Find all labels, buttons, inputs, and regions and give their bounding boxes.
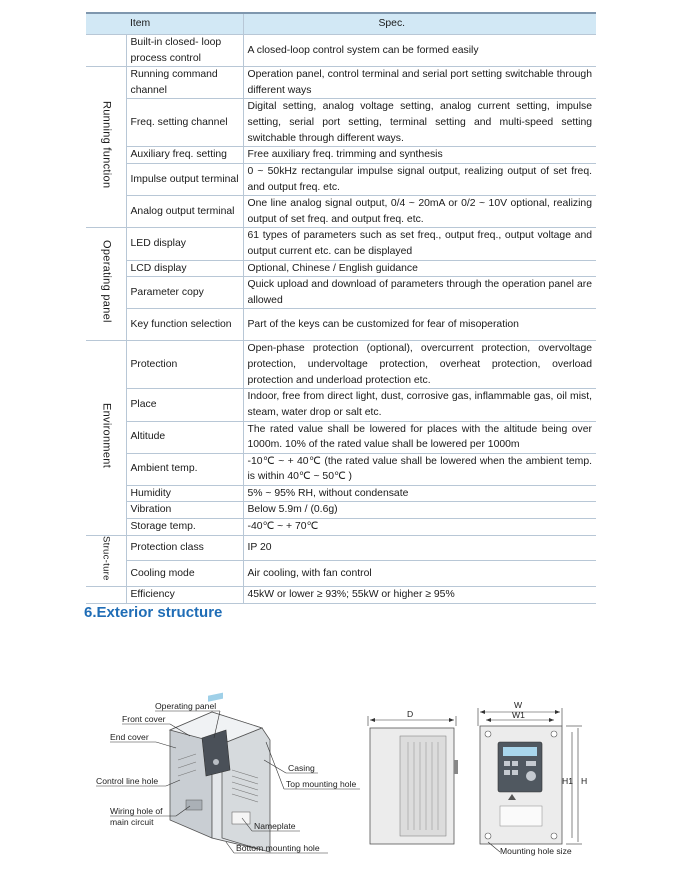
label-casing: Casing	[288, 763, 315, 773]
label-top-mounting-hole: Top mounting hole	[286, 779, 357, 789]
label-front-cover: Front cover	[122, 714, 166, 724]
table-row	[86, 277, 596, 309]
table-row	[86, 228, 596, 260]
row-spec: Part of the keys can be customized for fear of misoperation	[243, 309, 596, 341]
row-item: LCD display	[126, 260, 243, 277]
row-item: Protection class	[126, 535, 243, 561]
row-item: Place	[126, 389, 243, 421]
table-row	[86, 502, 596, 519]
row-item: Ambient temp.	[126, 453, 243, 485]
row-item: Analog output terminal	[126, 196, 243, 228]
table-header-row	[86, 13, 596, 35]
category-label: Running function	[100, 100, 113, 189]
row-item: Efficiency	[126, 586, 243, 603]
label-dim-h: H	[581, 776, 588, 786]
row-spec: Digital setting, analog voltage setting, analog current setting, impulse setting, serial port setting, terminal setting and multi-speed setting switchable through different ways.	[243, 99, 596, 147]
row-spec: -10℃ ~ + 40℃ (the rated value shall be lowered when the ambient temp. is within 40℃ ~ 50℃ )	[243, 453, 596, 485]
table-row	[86, 561, 596, 587]
category-structure	[86, 535, 126, 586]
row-spec: 0 ~ 50kHz rectangular impulse signal output, realizing output of set freq. and output freq. etc.	[243, 163, 596, 195]
row-item: Parameter copy	[126, 277, 243, 309]
category-label: Struc-ture	[100, 535, 112, 581]
row-item: LED display	[126, 228, 243, 260]
row-spec: 5% ~ 95% RH, without condensate	[243, 485, 596, 502]
category-label: Operating panel	[100, 240, 113, 323]
table-row	[86, 485, 596, 502]
row-item: Protection	[126, 341, 243, 389]
label-mounting-hole-size: Mounting hole size	[500, 846, 572, 856]
row-item: Running command channel	[126, 67, 243, 99]
category-environment	[86, 341, 126, 535]
table-row	[86, 453, 596, 485]
label-wiring-hole-line1: Wiring hole of	[110, 806, 163, 816]
table-row	[86, 196, 596, 228]
row-item: Built-in closed- loop process control	[126, 35, 243, 67]
row-item: Freq. setting channel	[126, 99, 243, 147]
label-wiring-hole-line2: main circuit	[110, 817, 154, 827]
label-operating-panel: Operating panel	[155, 701, 217, 711]
label-nameplate: Nameplate	[254, 821, 296, 831]
spec-table	[86, 12, 596, 604]
row-spec: Open-phase protection (optional), overcurrent protection, overvoltage protection, undervoltage protection, overheat protection, overload protection and underload protection etc.	[243, 341, 596, 389]
row-spec: 61 types of parameters such as set freq., output freq., output voltage and output current etc. can be displayed	[243, 228, 596, 260]
table-row	[86, 421, 596, 453]
row-spec: A closed-loop control system can be formed easily	[243, 35, 596, 67]
row-item: Vibration	[126, 502, 243, 519]
row-spec: Indoor, free from direct light, dust, corrosive gas, inflammable gas, oil mist, steam, water drop or salt etc.	[243, 389, 596, 421]
label-dim-d: D	[407, 709, 414, 719]
row-spec: Operation panel, control terminal and serial port setting switchable through different ways	[243, 67, 596, 99]
table-row	[86, 535, 596, 561]
table-row	[86, 309, 596, 341]
row-item: Humidity	[126, 485, 243, 502]
table-row	[86, 35, 596, 67]
category-running-function	[86, 67, 126, 228]
label-dim-w1: W1	[512, 710, 525, 720]
row-item: Cooling mode	[126, 561, 243, 587]
table-row	[86, 341, 596, 389]
label-end-cover: End cover	[110, 732, 149, 742]
label-control-line-hole: Control line hole	[96, 776, 159, 786]
table-row	[86, 260, 596, 277]
table-row	[86, 67, 596, 99]
row-spec: The rated value shall be lowered for places with the altitude being over 1000m. 10% of the rated value shall be lowered per 1000m	[243, 421, 596, 453]
row-spec: -40℃ ~ + 70℃	[243, 519, 596, 536]
table-row	[86, 99, 596, 147]
table-row	[86, 163, 596, 195]
header-spec: Spec.	[243, 13, 596, 35]
row-spec: IP 20	[243, 535, 596, 561]
category-label: Environment	[100, 402, 113, 468]
row-spec: Quick upload and download of parameters through the operation panel are allowed	[243, 277, 596, 309]
row-item: Key function selection	[126, 309, 243, 341]
inverter-side-view	[368, 716, 458, 844]
row-spec: Free auxiliary freq. trimming and synthesis	[243, 147, 596, 164]
row-item: Auxiliary freq. setting	[126, 147, 243, 164]
row-spec: Air cooling, with fan control	[243, 561, 596, 587]
header-item: Item	[126, 13, 243, 35]
label-dim-h1: H1	[562, 776, 573, 786]
row-spec: Optional, Chinese / English guidance	[243, 260, 596, 277]
row-spec: Below 5.9m / (0.6g)	[243, 502, 596, 519]
row-item: Altitude	[126, 421, 243, 453]
row-spec: 45kW or lower ≥ 93%; 55kW or higher ≥ 95%	[243, 586, 596, 603]
table-row	[86, 586, 596, 603]
table-row	[86, 147, 596, 164]
table-row	[86, 389, 596, 421]
label-dim-w: W	[514, 700, 523, 710]
row-spec: One line analog signal output, 0/4 ~ 20mA or 0/2 ~ 10V optional, realizing output of set freq. and output freq. etc.	[243, 196, 596, 228]
label-bottom-mounting-hole: Bottom mounting hole	[236, 843, 320, 853]
row-item: Impulse output terminal	[126, 163, 243, 195]
exterior-structure-diagram	[0, 690, 675, 878]
table-row	[86, 519, 596, 536]
row-item: Storage temp.	[126, 519, 243, 536]
category-operating-panel	[86, 228, 126, 341]
section-title: 6.Exterior structure	[84, 604, 223, 621]
